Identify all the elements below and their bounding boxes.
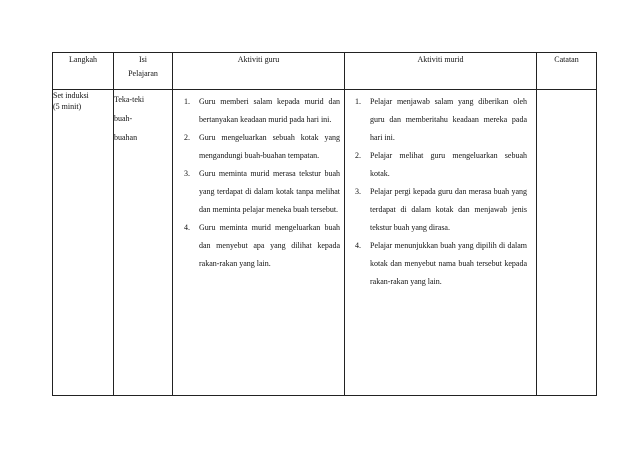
list-text: Pelajar menjawab salam yang diberikan oleh guru dan memberitahu keadaan mereka pada hari ini. — [370, 97, 527, 142]
cell-isi — [114, 90, 173, 396]
cell-langkah — [53, 90, 114, 396]
aktiviti-guru-item — [184, 219, 340, 273]
list-text: Guru memberi salam kepada murid dan bertanyakan keadaan murid pada hari ini. — [199, 97, 340, 124]
aktiviti-murid-item — [355, 147, 527, 183]
list-text: Guru meminta murid merasa tekstur buah yang terdapat di dalam kotak tanpa melihat dan meminta pelajar meneka buah tersebut. — [199, 169, 340, 214]
list-text: Pelajar menunjukkan buah yang dipilih di dalam kotak dan menyebut nama buah tersebut kepada rakan-rakan yang lain. — [370, 241, 527, 286]
list-text: Guru meminta murid mengeluarkan buah dan menyebut apa yang dilihat kepada rakan-rakan yang lain. — [199, 223, 340, 268]
cell-aktiviti-murid — [345, 90, 537, 396]
list-number: 3. — [355, 187, 361, 196]
header-row — [53, 53, 597, 90]
list-number: 2. — [184, 133, 190, 142]
list-number: 4. — [355, 241, 361, 250]
aktiviti-murid-list — [345, 90, 536, 291]
cell-catatan — [537, 90, 597, 396]
header-catatan: Catatan — [537, 53, 597, 90]
list-text: Pelajar pergi kepada guru dan merasa buah yang terdapat di dalam kotak dan menjawab jenis tekstur buah yang dirasa. — [370, 187, 527, 232]
aktiviti-guru-item — [184, 165, 340, 219]
aktiviti-guru-list — [173, 90, 344, 273]
content-row — [53, 90, 597, 396]
list-number: 3. — [184, 169, 190, 178]
list-text: Guru mengeluarkan sebuah kotak yang mengandungi buah-buahan tempatan. — [199, 133, 340, 160]
list-number: 4. — [184, 223, 190, 232]
list-number: 1. — [184, 97, 190, 106]
list-number: 2. — [355, 151, 361, 160]
aktiviti-guru-item — [184, 93, 340, 129]
list-number: 1. — [355, 97, 361, 106]
lesson-plan-table — [52, 52, 597, 396]
langkah-duration: (5 minit) — [53, 102, 82, 111]
header-aktiviti-murid: Aktiviti murid — [345, 53, 537, 90]
cell-aktiviti-guru — [173, 90, 345, 396]
aktiviti-murid-item — [355, 183, 527, 237]
langkah-text: Set induksi — [53, 91, 89, 100]
list-text: Pelajar melihat guru mengeluarkan sebuah kotak. — [370, 151, 527, 178]
header-aktiviti-guru: Aktiviti guru — [173, 53, 345, 90]
isi-line-3: buahan — [114, 133, 138, 142]
aktiviti-murid-item — [355, 237, 527, 291]
aktiviti-guru-item — [184, 129, 340, 165]
isi-line-2: buah- — [114, 114, 133, 123]
isi-line-1: Teka-teki — [114, 95, 145, 104]
header-langkah: Langkah — [53, 53, 114, 90]
header-isi: Isi Pelajaran — [114, 53, 173, 90]
aktiviti-murid-item — [355, 93, 527, 147]
